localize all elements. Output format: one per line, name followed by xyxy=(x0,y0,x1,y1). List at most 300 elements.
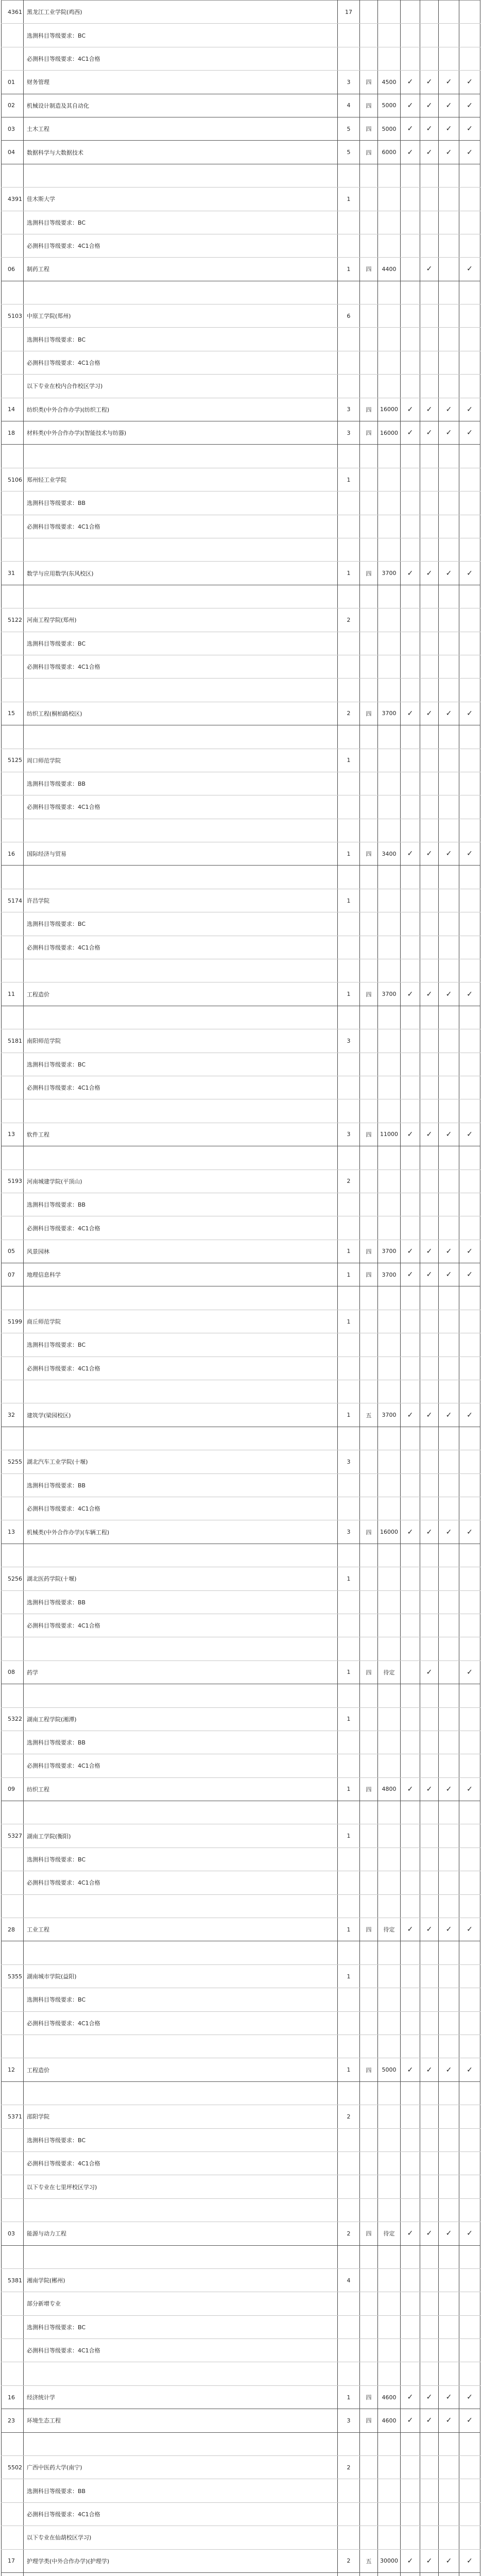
mark-cell xyxy=(439,1754,459,1777)
plan-count-cell xyxy=(338,1193,360,1216)
plan-count-cell: 1 xyxy=(338,258,360,281)
mark-cell xyxy=(401,2268,420,2292)
years-cell xyxy=(360,795,378,819)
mark-cell: ✓ xyxy=(459,1918,480,1941)
years-cell: 五 xyxy=(360,2549,378,2572)
requirement-row xyxy=(2,1988,480,2011)
blank-row xyxy=(2,164,480,187)
tuition-cell xyxy=(378,2268,401,2292)
code-cell: 17 xyxy=(2,2549,24,2572)
code-cell xyxy=(2,492,24,515)
plan-count-cell: 1 xyxy=(338,2058,360,2081)
plan-count-cell: 1 xyxy=(338,1707,360,1731)
requirement-row xyxy=(2,795,480,819)
mark-cell xyxy=(401,959,420,982)
years-cell: 四 xyxy=(360,71,378,94)
mark-cell: ✓ xyxy=(439,1263,459,1286)
plan-count-cell: 3 xyxy=(338,421,360,445)
years-cell xyxy=(360,1824,378,1848)
name-cell xyxy=(24,1006,338,1029)
name-cell: 必测科目等级要求：4C1合格 xyxy=(24,655,338,678)
mark-cell xyxy=(420,375,439,398)
mark-cell: ✓ xyxy=(420,421,439,445)
blank-row xyxy=(2,1380,480,1403)
blank-row xyxy=(2,1099,480,1123)
tuition-cell xyxy=(378,2105,401,2128)
mark-cell xyxy=(459,164,480,187)
mark-cell xyxy=(439,1871,459,1894)
mark-cell xyxy=(401,632,420,655)
mark-cell: ✓ xyxy=(459,1660,480,1684)
mark-cell xyxy=(420,2268,439,2292)
plan-count-cell xyxy=(338,959,360,982)
tuition-cell xyxy=(378,2502,401,2526)
plan-count-cell xyxy=(338,2572,360,2576)
years-cell xyxy=(360,2011,378,2035)
plan-count-cell xyxy=(338,2128,360,2151)
plan-count-cell: 1 xyxy=(338,1824,360,1848)
code-cell xyxy=(2,679,24,702)
code-cell xyxy=(2,1848,24,1871)
years-cell xyxy=(360,608,378,632)
code-cell: 14 xyxy=(2,398,24,421)
tuition-cell xyxy=(378,679,401,702)
years-cell: 五 xyxy=(360,1403,378,1427)
mark-cell xyxy=(439,1006,459,1029)
plan-count-cell xyxy=(338,795,360,819)
plan-count-cell: 4 xyxy=(338,2268,360,2292)
tuition-cell xyxy=(378,2292,401,2315)
tuition-cell xyxy=(378,1,401,24)
years-cell xyxy=(360,2175,378,2198)
major-row xyxy=(2,94,480,117)
mark-cell xyxy=(420,2432,439,2455)
mark-cell xyxy=(459,492,480,515)
years-cell xyxy=(360,632,378,655)
major-row xyxy=(2,562,480,585)
mark-cell xyxy=(401,1848,420,1871)
mark-cell xyxy=(459,1824,480,1848)
code-cell xyxy=(2,1099,24,1123)
code-cell xyxy=(2,2315,24,2338)
requirement-row xyxy=(2,772,480,795)
tuition-cell xyxy=(378,1590,401,1614)
code-cell xyxy=(2,1614,24,1637)
mark-cell: ✓ xyxy=(459,1403,480,1427)
tuition-cell xyxy=(378,2011,401,2035)
code-cell: 06 xyxy=(2,258,24,281)
plan-count-cell xyxy=(338,1146,360,1170)
years-cell xyxy=(360,1567,378,1590)
name-cell: 选测科目等级要求：BB xyxy=(24,1590,338,1614)
code-cell: 5193 xyxy=(2,1170,24,1193)
code-cell: 5327 xyxy=(2,1824,24,1848)
code-cell: 4361 xyxy=(2,1,24,24)
mark-cell xyxy=(459,1427,480,1450)
tuition-cell: 3700 xyxy=(378,1263,401,1286)
plan-count-cell: 3 xyxy=(338,2409,360,2432)
mark-cell xyxy=(439,936,459,959)
mark-cell xyxy=(439,188,459,211)
mark-cell xyxy=(420,1216,439,1240)
requirement-row xyxy=(2,2315,480,2338)
code-cell: 02 xyxy=(2,94,24,117)
requirement-row xyxy=(2,2292,480,2315)
plan-count-cell xyxy=(338,866,360,889)
blank-row xyxy=(2,1941,480,1964)
plan-count-cell: 5 xyxy=(338,141,360,164)
mark-cell: ✓ xyxy=(439,421,459,445)
code-cell xyxy=(2,2339,24,2362)
blank-row xyxy=(2,1427,480,1450)
mark-cell xyxy=(401,328,420,351)
tuition-cell xyxy=(378,351,401,374)
mark-cell xyxy=(439,2245,459,2268)
tuition-cell xyxy=(378,492,401,515)
plan-count-cell xyxy=(338,2035,360,2058)
institution-row xyxy=(2,304,480,328)
mark-cell xyxy=(401,515,420,538)
mark-cell: ✓ xyxy=(420,562,439,585)
years-cell xyxy=(360,47,378,70)
requirement-row xyxy=(2,328,480,351)
years-cell xyxy=(360,2198,378,2222)
requirement-row xyxy=(2,515,480,538)
tuition-cell xyxy=(378,1684,401,1707)
mark-cell xyxy=(459,1941,480,1964)
mark-cell xyxy=(420,679,439,702)
mark-cell xyxy=(401,1614,420,1637)
code-cell: 04 xyxy=(2,141,24,164)
mark-cell xyxy=(420,2315,439,2338)
mark-cell xyxy=(420,1146,439,1170)
mark-cell xyxy=(439,1310,459,1333)
mark-cell: ✓ xyxy=(439,2549,459,2572)
mark-cell xyxy=(439,24,459,47)
code-cell xyxy=(2,1006,24,1029)
years-cell xyxy=(360,1731,378,1754)
plan-count-cell xyxy=(338,912,360,936)
mark-cell: ✓ xyxy=(420,1403,439,1427)
name-cell: 必测科目等级要求：4C1合格 xyxy=(24,1754,338,1777)
years-cell: 四 xyxy=(360,562,378,585)
mark-cell xyxy=(401,1497,420,1520)
mark-cell xyxy=(401,1801,420,1824)
mark-cell xyxy=(459,2432,480,2455)
requirement-row xyxy=(2,1614,480,1637)
mark-cell xyxy=(420,351,439,374)
institution-row xyxy=(2,1170,480,1193)
mark-cell xyxy=(459,2245,480,2268)
blank-row xyxy=(2,1544,480,1567)
years-cell xyxy=(360,2339,378,2362)
institution-row xyxy=(2,468,480,491)
mark-cell: ✓ xyxy=(401,117,420,140)
code-cell xyxy=(2,1894,24,1918)
name-cell: 选测科目等级要求：BC xyxy=(24,632,338,655)
blank-row xyxy=(2,2198,480,2222)
mark-cell: ✓ xyxy=(420,258,439,281)
plan-count-cell xyxy=(338,679,360,702)
mark-cell: ✓ xyxy=(459,117,480,140)
mark-cell xyxy=(401,445,420,468)
mark-cell xyxy=(459,1637,480,1660)
mark-cell xyxy=(420,936,439,959)
mark-cell xyxy=(401,679,420,702)
mark-cell xyxy=(401,1567,420,1590)
plan-count-cell xyxy=(338,1473,360,1497)
mark-cell xyxy=(439,1824,459,1848)
code-cell: 13 xyxy=(2,1123,24,1146)
mark-cell: ✓ xyxy=(401,982,420,1006)
mark-cell: ✓ xyxy=(459,2222,480,2245)
name-cell: 湘南学院(郴州) xyxy=(24,2268,338,2292)
mark-cell xyxy=(439,1053,459,1076)
tuition-cell: 3400 xyxy=(378,842,401,866)
tuition-cell xyxy=(378,2479,401,2502)
tuition-cell xyxy=(378,1286,401,1310)
years-cell: 四 xyxy=(360,94,378,117)
tuition-cell: 16000 xyxy=(378,398,401,421)
mark-cell xyxy=(420,2128,439,2151)
mark-cell xyxy=(439,2292,459,2315)
plan-count-cell xyxy=(338,1941,360,1964)
table-body xyxy=(2,1,480,2576)
mark-cell: ✓ xyxy=(459,2549,480,2572)
tuition-cell xyxy=(378,912,401,936)
mark-cell xyxy=(420,47,439,70)
blank-row xyxy=(2,1006,480,1029)
plan-count-cell xyxy=(338,1801,360,1824)
tuition-cell xyxy=(378,1801,401,1824)
mark-cell: ✓ xyxy=(459,258,480,281)
years-cell: 四 xyxy=(360,421,378,445)
mark-cell xyxy=(401,1988,420,2011)
mark-cell: ✓ xyxy=(439,842,459,866)
tuition-cell xyxy=(378,632,401,655)
name-cell: 必测科目等级要求：4C1合格 xyxy=(24,2502,338,2526)
plan-count-cell xyxy=(338,819,360,842)
name-cell: 湖北医药学院(十堰) xyxy=(24,1567,338,1590)
tuition-cell xyxy=(378,866,401,889)
mark-cell xyxy=(420,725,439,749)
name-cell xyxy=(24,2572,338,2576)
plan-count-cell xyxy=(338,2081,360,2105)
tuition-cell xyxy=(378,375,401,398)
years-cell xyxy=(360,1357,378,1380)
mark-cell xyxy=(420,1824,439,1848)
code-cell xyxy=(2,1637,24,1660)
mark-cell xyxy=(420,655,439,678)
tuition-cell xyxy=(378,1964,401,1988)
name-cell: 财务管理 xyxy=(24,71,338,94)
tuition-cell xyxy=(378,1707,401,1731)
mark-cell xyxy=(420,468,439,491)
code-cell xyxy=(2,1544,24,1567)
name-cell: 必测科目等级要求：4C1合格 xyxy=(24,2011,338,2035)
mark-cell xyxy=(401,211,420,234)
mark-cell xyxy=(459,1614,480,1637)
plan-count-cell xyxy=(338,538,360,561)
mark-cell xyxy=(439,515,459,538)
mark-cell: ✓ xyxy=(439,117,459,140)
plan-count-cell: 3 xyxy=(338,1520,360,1544)
tuition-cell xyxy=(378,1193,401,1216)
mark-cell xyxy=(459,1216,480,1240)
major-row xyxy=(2,421,480,445)
mark-cell xyxy=(459,1029,480,1053)
name-cell: 中原工学院(郑州) xyxy=(24,304,338,328)
code-cell: 23 xyxy=(2,2409,24,2432)
code-cell xyxy=(2,1731,24,1754)
mark-cell: ✓ xyxy=(439,2222,459,2245)
mark-cell xyxy=(459,304,480,328)
name-cell xyxy=(24,1544,338,1567)
mark-cell xyxy=(401,1,420,24)
mark-cell xyxy=(420,1357,439,1380)
plan-count-cell: 3 xyxy=(338,1123,360,1146)
mark-cell: ✓ xyxy=(459,1123,480,1146)
code-cell: 11 xyxy=(2,982,24,1006)
mark-cell xyxy=(459,772,480,795)
code-cell xyxy=(2,1684,24,1707)
mark-cell xyxy=(401,1684,420,1707)
mark-cell xyxy=(420,608,439,632)
years-cell xyxy=(360,1006,378,1029)
years-cell: 四 xyxy=(360,982,378,1006)
requirement-row xyxy=(2,2175,480,2198)
mark-cell: ✓ xyxy=(459,1240,480,1263)
mark-cell: ✓ xyxy=(459,1263,480,1286)
plan-count-cell xyxy=(338,1848,360,1871)
mark-cell xyxy=(420,1286,439,1310)
name-cell: 必测科目等级要求：4C1合格 xyxy=(24,1614,338,1637)
name-cell xyxy=(24,2081,338,2105)
mark-cell xyxy=(459,725,480,749)
mark-cell xyxy=(459,1848,480,1871)
requirement-row xyxy=(2,2011,480,2035)
tuition-cell xyxy=(378,2151,401,2175)
requirement-row xyxy=(2,1193,480,1216)
mark-cell xyxy=(459,2011,480,2035)
mark-cell xyxy=(420,2502,439,2526)
mark-cell xyxy=(439,47,459,70)
tuition-cell: 30000 xyxy=(378,2549,401,2572)
mark-cell xyxy=(459,2362,480,2385)
mark-cell xyxy=(459,959,480,982)
mark-cell xyxy=(459,2456,480,2479)
mark-cell xyxy=(439,1964,459,1988)
requirement-row xyxy=(2,1497,480,1520)
mark-cell xyxy=(459,679,480,702)
tuition-cell xyxy=(378,2432,401,2455)
years-cell xyxy=(360,1216,378,1240)
name-cell: 工程造价 xyxy=(24,982,338,1006)
mark-cell xyxy=(401,725,420,749)
tuition-cell xyxy=(378,1544,401,1567)
tuition-cell xyxy=(378,1357,401,1380)
name-cell: 地理信息科学 xyxy=(24,1263,338,1286)
name-cell: 机械类(中外合作办学)(车辆工程) xyxy=(24,1520,338,1544)
code-cell xyxy=(2,1988,24,2011)
plan-count-cell: 3 xyxy=(338,71,360,94)
plan-count-cell xyxy=(338,1871,360,1894)
mark-cell xyxy=(439,2362,459,2385)
code-cell xyxy=(2,1286,24,1310)
mark-cell xyxy=(439,328,459,351)
code-cell: 16 xyxy=(2,2385,24,2409)
mark-cell xyxy=(459,1544,480,1567)
years-cell xyxy=(360,1848,378,1871)
mark-cell xyxy=(439,1146,459,1170)
tuition-cell xyxy=(378,2175,401,2198)
code-cell: 5174 xyxy=(2,889,24,912)
tuition-cell xyxy=(378,725,401,749)
tuition-cell: 4400 xyxy=(378,258,401,281)
plan-count-cell: 2 xyxy=(338,2105,360,2128)
plan-count-cell: 3 xyxy=(338,1450,360,1473)
plan-count-cell: 1 xyxy=(338,1660,360,1684)
plan-count-cell xyxy=(338,2362,360,2385)
mark-cell xyxy=(459,2081,480,2105)
years-cell xyxy=(360,936,378,959)
code-cell xyxy=(2,2432,24,2455)
mark-cell xyxy=(401,1450,420,1473)
plan-count-cell xyxy=(338,2502,360,2526)
code-cell xyxy=(2,2081,24,2105)
code-cell xyxy=(2,1053,24,1076)
mark-cell xyxy=(459,1567,480,1590)
mark-cell xyxy=(420,819,439,842)
mark-cell xyxy=(420,2292,439,2315)
years-cell xyxy=(360,515,378,538)
mark-cell xyxy=(439,1988,459,2011)
code-cell xyxy=(2,1754,24,1777)
plan-count-cell xyxy=(338,2011,360,2035)
mark-cell xyxy=(439,1170,459,1193)
mark-cell xyxy=(401,24,420,47)
tuition-cell xyxy=(378,445,401,468)
code-cell xyxy=(2,2128,24,2151)
mark-cell xyxy=(439,772,459,795)
mark-cell xyxy=(439,468,459,491)
mark-cell xyxy=(420,1894,439,1918)
tuition-cell xyxy=(378,211,401,234)
mark-cell xyxy=(459,2572,480,2576)
years-cell xyxy=(360,912,378,936)
name-cell: 机械设计制造及其自动化 xyxy=(24,94,338,117)
mark-cell: ✓ xyxy=(459,1520,480,1544)
years-cell: 四 xyxy=(360,2058,378,2081)
mark-cell xyxy=(439,258,459,281)
mark-cell xyxy=(459,188,480,211)
mark-cell xyxy=(401,1894,420,1918)
years-cell: 四 xyxy=(360,1918,378,1941)
plan-count-cell xyxy=(338,164,360,187)
plan-count-cell xyxy=(338,211,360,234)
name-cell: 材料类(中外合作办学)(智能技术与纺器) xyxy=(24,421,338,445)
plan-count-cell xyxy=(338,1754,360,1777)
mark-cell xyxy=(459,1684,480,1707)
mark-cell xyxy=(401,164,420,187)
mark-cell xyxy=(401,2151,420,2175)
mark-cell xyxy=(439,632,459,655)
mark-cell xyxy=(401,1099,420,1123)
mark-cell xyxy=(401,2502,420,2526)
mark-cell xyxy=(459,2502,480,2526)
years-cell xyxy=(360,1380,378,1403)
mark-cell xyxy=(439,2502,459,2526)
